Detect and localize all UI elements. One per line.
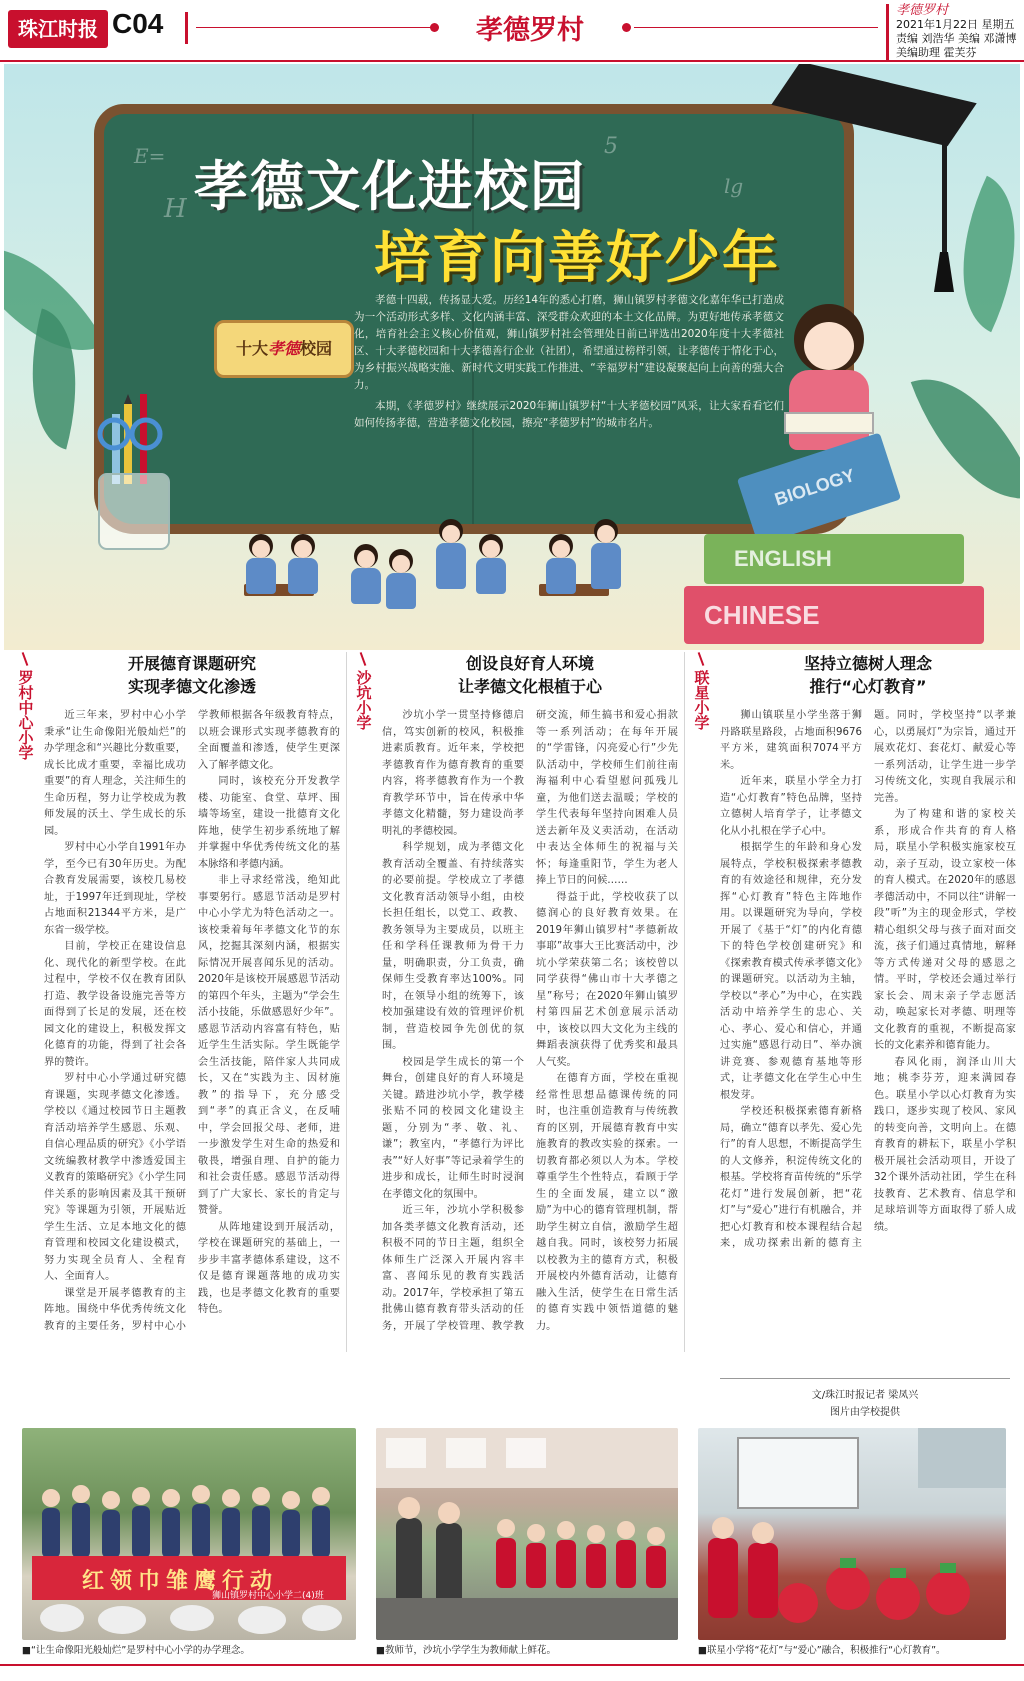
photo-lianxing-lanterns[interactable] bbox=[698, 1428, 1006, 1640]
school-name: 联星小学 bbox=[692, 670, 711, 730]
photo-caption: ■教师节，沙坑小学学生为教师献上鲜花。 bbox=[376, 1645, 556, 1656]
page-bottom-rule bbox=[0, 1664, 1024, 1666]
paragraph: 非上寻求经常浅，绝知此事要躬行。感恩节活动是罗村中心小学尤为特色活动之一。该校秉着每年孝德文化节的东风，挖掘其深刻内涵，根据实际情况开展喜闻乐见的活动。2020年是该校开展感恩节活动的第四个年头，主题为“学会生活小技能，乐做感恩好少年”。感恩节活动内容富有特色，贴近学生生活实际。学生既能学会生活技能，陪伴家人共同成长，又在“实践为主、因材施教”的指导下，充分感受到“孝”的真正含义，在反哺中，学会回报父母、老师，进一步激发学生对生命的热爱和敬畏，增强自理、自护的能力和社会责任感。感恩节活动得到了广大家长、家长的肯定与赞誉。 bbox=[198, 875, 340, 1216]
student-figure bbox=[544, 534, 578, 596]
badge-highlight: 孝德 bbox=[267, 339, 300, 358]
paragraph: 为了构建和谐的家校关系，形成合作共育的育人格局，联星小学积极实施家校互动，亲子互动，设立家校一体的育人模式。在2020年的感恩孝德活动中，不同以往“讲解一段”听”为主的现金形式，学校精心组织父母与孩子面对面交流，孩子们通过真情地，解释等方式传递对父母的感恩之情。平时，学校还会通过举行家长会、周末亲子学志愿活动，唤起家长对孝德、明理等文化教育的重视，不断提高家长的文化素养和德育能力。 bbox=[874, 809, 1016, 1051]
teacher-figure bbox=[434, 519, 468, 581]
badge-label: 十大孝德校园 bbox=[235, 339, 333, 358]
paragraph: 在德育方面，学校在重视经常性思想品德课传统的同时，也注重创造教育与传统教育的区别，开展德育教育中实施教育的教改实验的探索。一切教育都必须以人为本。学校尊重学生个性特点，看顾于学生的全面发展，建立以“激励”为中心的德育管理机制，帮助学生树立自信，激励学生超越自我。同时，该校努力拓展以校教为主的德育方式，积极开展校内外德育活动，让德育融入生活，使学生在日常生活的德育实践中领悟道德的魅力。 bbox=[536, 1073, 678, 1332]
paragraph: 春风化雨，润泽山川大地；桃李芬芳，迎来满园春色。联星小学以心灯教育为实践口，逐步实现了校风、家风的转变向善，文明向上。在德育教育的耕耘下，联星小学积极开展社会活动项目，开设了32个课外活动社团，学生在科技教育、艺术教育、信息学和足球培训等方面取得了骄人成绩。 bbox=[874, 1056, 1016, 1233]
student-figure bbox=[384, 549, 418, 611]
newspaper-logo[interactable]: 珠江时报 bbox=[8, 10, 108, 48]
paragraph: 近三年来，罗村中心小学秉承“让生命像阳光般灿烂”的办学理念和“兴趣比分数重要，成长比成才重要，幸福比成功重要”的育人理念，关注师生的生命历程，努力让学校成为教师发展的沃土、学生成长的乐园。 bbox=[44, 710, 186, 837]
page-code: C04 bbox=[112, 8, 164, 39]
paragraph: 学校还积极探索德育新格局，确立“德育以孝先、爱心先行”的育人思想，不断提高学生的人文修养，积淀传统文化的根基。学校将育苗传统的“乐学花灯”进行发展创新，把“花灯”与“爱心”进行有机融合，并把心灯教育和校本课程结合起来，成功探索出新的德育主题。同时，学校坚持“以孝兼心，以勇展灯”为宗旨，通过开展欢花灯、套花灯、献爱心等一系列活动，让学生进一步学习传统文化，实现自我展示和完善。 bbox=[720, 710, 1016, 1249]
masthead-rule bbox=[196, 27, 432, 28]
masthead-divider bbox=[185, 12, 188, 44]
article-lianxing bbox=[720, 652, 1016, 1362]
column-divider bbox=[684, 652, 685, 1352]
book-chinese: CHINESE bbox=[684, 586, 984, 644]
chalk-doodle: E= bbox=[134, 144, 166, 168]
school-label bbox=[690, 652, 712, 735]
masthead-rule bbox=[634, 27, 878, 28]
publish-date: 2021年1月22日 星期五 bbox=[896, 18, 1015, 31]
student-figure bbox=[244, 534, 278, 596]
article-title-line: 推行“心灯教育” bbox=[809, 677, 927, 696]
photo-banner-subtext: 狮山镇罗村中心小学二(4)班 bbox=[212, 1591, 324, 1601]
school-name: 沙坑小学 bbox=[354, 670, 373, 730]
article-title bbox=[44, 652, 340, 698]
article-title-line: 实现孝德文化渗透 bbox=[127, 677, 256, 696]
stacked-books-illustration bbox=[684, 414, 984, 644]
school-label bbox=[352, 652, 374, 735]
intro-paragraph: 孝德十四载，传扬显大爱。历经14年的悉心打磨，狮山镇罗村孝德文化嘉年华已打造成为一个活动形式多样、文化内涵丰富、深受群众欢迎的本土文化品牌。为更好地传承孝德文化，培育社会主义核心价值观，狮山镇罗村社会管理处日前已评选出2020年度十大孝德社区、十大孝德校园和十大孝德善行企业（社团），希望通过榜样引领，让孝德传于情化于心，为乡村振兴战略实施、新时代文明实践工作推进、“幸福罗村”建设凝聚起向上向善的强大合力。 bbox=[354, 294, 784, 391]
photo-shakeng-teachers-day[interactable] bbox=[376, 1428, 678, 1640]
article-title-line: 坚持立德树人理念 bbox=[803, 654, 932, 673]
chalk-doodle: lg bbox=[724, 174, 744, 198]
student-figure bbox=[349, 544, 383, 606]
paragraph: 沙坑小学一贯坚持修德启信，笃实创新的校风，积极推进素质教育。近年来，学校把孝德教育作为德育教育的重要内容，将孝德教育作为一个教育教学环节中，旨在传承中华孝德文化精髓，努力建设尚孝明礼的孝德校园。 bbox=[382, 710, 524, 837]
chalk-doodle: 5 bbox=[604, 134, 618, 159]
article-title-line: 让孝德文化根植于心 bbox=[457, 677, 602, 696]
photo-caption: ■“让生命像阳光般灿烂”是罗村中心小学的办学理念。 bbox=[22, 1645, 250, 1656]
paragraph: 得益于此，学校收获了以德润心的良好教育效果。在2019年狮山镇罗村“孝德新故事耶”故事大王比赛活动中，沙坑小学荣获第二名；该校曾以同学获得“佛山市十大孝德之星”称号；在2020年狮山镇罗村第四届艺术创意展示活动中，该校以四大文化为主线的舞蹈表演获得了优秀奖和最具人气奖。 bbox=[536, 891, 678, 1068]
masthead-divider bbox=[886, 4, 889, 60]
article-title-line: 创设良好育人环境 bbox=[465, 654, 594, 673]
book-biology: BIOLOGY bbox=[737, 433, 901, 546]
ten-filial-campus-badge bbox=[214, 320, 354, 378]
student-figure bbox=[474, 534, 508, 596]
pencil-cup-icon bbox=[84, 394, 184, 554]
editors: 责编 刘浩华 美编 邓潇博 bbox=[896, 32, 1017, 45]
paragraph: 科学规划，成为孝德文化教育活动全覆盖、有持续落实的必要前提。学校成立了孝德文化教育活动领导小组，由校长担任组长，以党工、政教、教务领导为主要成员，以班主任和学科任课教师为骨干力量，明确职责，分工负责，确保师生受教育率达100%。同时，在领导小组的统筹下，该校加强建设有效的管理评价机制，营造校园争先创优的氛围。 bbox=[382, 842, 524, 1051]
paragraph: 根据学生的年龄和身心发展特点，学校积极探索孝德教育的有效途径和规律，充分发挥“心灯教育”特色主阵地作用。以课题研究为导向，学校开展了《基于“灯”的内化育德下的特色学校创建研究》和《探索教育模式传承孝德文化》的课题研究。以活动为主轴，学校以“孝心”为中心，在实践活动中培养学生的忠心、关心、孝心、爱心和信心，并通过实施“感恩行动日”、举办演讲竞赛、参观德育基地等形式，让孝德文化在学生心中生根发芽。 bbox=[720, 842, 862, 1101]
headline-line-1: 孝德文化进校园 bbox=[194, 155, 586, 218]
chalk-doodle: H bbox=[164, 194, 187, 224]
paragraph: 近年来，联星小学全力打造“心灯教育”特色品牌，坚持立德树人培育学子，让孝德文化从小扎根在学子心中。 bbox=[720, 776, 862, 837]
school-name: 罗村中心小学 bbox=[16, 670, 35, 760]
article-body bbox=[382, 708, 678, 1335]
banner-illustration bbox=[4, 64, 1020, 650]
section-title: 孝德罗村 bbox=[476, 15, 584, 46]
photo-caption: ■联星小学将“花灯”与“爱心”融合，积极推行“心灯教育”。 bbox=[698, 1645, 946, 1656]
paragraph: 课堂是开展孝德教育的主阵地。围绕中华优秀传统文化教育的主要任务，罗村中心小学教师根据各年级教育特点，以班会课形式实现孝德教育的全面覆盖和渗透，使学生更深入了解孝德文化。 bbox=[44, 710, 340, 1332]
teacher-figure bbox=[589, 519, 623, 581]
photo-luocun-students[interactable] bbox=[22, 1428, 356, 1640]
paragraph: 从阵地建设到开展活动，学校在课题研究的基础上，一步步丰富孝德体系建设，这不仅是德育课题落地的成功实践，也是孝德文化教育的重要特色。 bbox=[198, 1221, 340, 1315]
article-title bbox=[720, 652, 1016, 698]
paragraph: 罗村中心小学通过研究德育课题，实现孝德文化渗透。学校以《通过校园节日主题教育活动培养学生感恩、乐观、自信心理品质的研究》《小学语文统编教材教学中渗透爱国主义教育的策略研究》《小学生同伴关系的影响因素及其干预研究》等课题为引领，开展贴近学生生活、立足本地文化的德育管理和校园文化建设模式，努力实现全员育人、全程育人、全面育人。 bbox=[44, 1073, 186, 1282]
paragraph: 目前，学校正在建设信息化、现代化的新型学校。在此过程中，学校不仅在教育团队打造、教学设备设施完善等方面得到了长足的发展，还在校园文化的建设上，积极发挥文化德育的功能，得到了社会各界的赞许。 bbox=[44, 941, 186, 1068]
headline-line-2: 培育向善好少年 bbox=[374, 226, 780, 291]
graduation-cap-icon bbox=[774, 72, 984, 162]
article-luocun bbox=[44, 652, 340, 1342]
paragraph: 近三年，沙坑小学积极参加各类孝德文化教育活动，还积极不同的节日主题，组织全体师生广泛深入开展内容丰富、喜闻乐见的教育实践活动。2017年，学校承担了第五批佛山德育教育带头活动的任务，开展了学校管理、教学教研交流，师生搞书和爱心捐款等一系列活动；在每年开展的“学雷锋，闪亮爱心行”少先队活动中，学校师生们前往南海福利中心看望慰问孤残儿童，为他们送去温暖；学校的学生代表每年坚持向困难人员送去新年及义卖活动，在活动中表达全体师生的祝福与关怀；每逢重阳节，学生为老人捧上节日的问候…… bbox=[382, 710, 678, 1332]
masthead-dot bbox=[430, 23, 439, 32]
meta-section: 孝德罗村 bbox=[896, 3, 949, 18]
masthead-dot bbox=[622, 23, 631, 32]
article-title-line: 开展德育课题研究 bbox=[127, 654, 256, 673]
paragraph: 狮山镇联星小学坐落于狮丹路联星路段，占地面积9676平方米，建筑面积7074平方米。 bbox=[720, 710, 862, 771]
paragraph: 罗村中心小学自1991年办学，至今已有30年历史。为配合教育发展需要，该校几易校址，于1997年迁到现址，学校占地面积21344平方米，是广东省一级学校。 bbox=[44, 842, 186, 936]
photo-banner-text: 红领巾雏鹰行动 bbox=[82, 1569, 279, 1594]
article-body bbox=[44, 708, 340, 1335]
editors: 美编助理 霍芙芬 bbox=[896, 46, 977, 59]
paragraph: 校园是学生成长的第一个舞台，创建良好的育人环境是关键。踏进沙坑小学，教学楼张贴不同的校园文化建设主题，分别为“孝、敬、礼、谦”；教室内，“孝德行为评比表”“好人好事”等记录着学生的进步和成长，让师生时时浸润在孝德文化的氛围中。 bbox=[382, 1056, 524, 1200]
photo-credit: 图片由学校提供 bbox=[830, 1407, 900, 1418]
book-english: ENGLISH bbox=[704, 534, 964, 584]
school-label bbox=[14, 652, 36, 765]
article-body bbox=[720, 708, 1016, 1253]
intro-paragraph: 本期，《孝德罗村》继续展示2020年狮山镇罗村“十大孝德校园”风采，让大家看看它们如何传扬孝德，营造孝德文化校园，擦亮“孝德罗村”的城市名片。 bbox=[354, 400, 784, 429]
article-shakeng bbox=[382, 652, 678, 1342]
byline bbox=[720, 1378, 1010, 1421]
article-title bbox=[382, 652, 678, 698]
masthead bbox=[0, 0, 1024, 62]
paragraph: 同时，该校充分开发教学楼、功能室、食堂、草坪、围墙等场室，建设一批德育文化阵地，使学生初步系统地了解并掌握中华优秀传统文化的基本脉络和孝德内涵。 bbox=[198, 776, 340, 870]
column-divider bbox=[346, 652, 347, 1352]
masthead-meta bbox=[896, 4, 1017, 60]
reporter-credit: 文/珠江时报记者 梁凤兴 bbox=[811, 1390, 919, 1401]
student-figure bbox=[286, 534, 320, 596]
